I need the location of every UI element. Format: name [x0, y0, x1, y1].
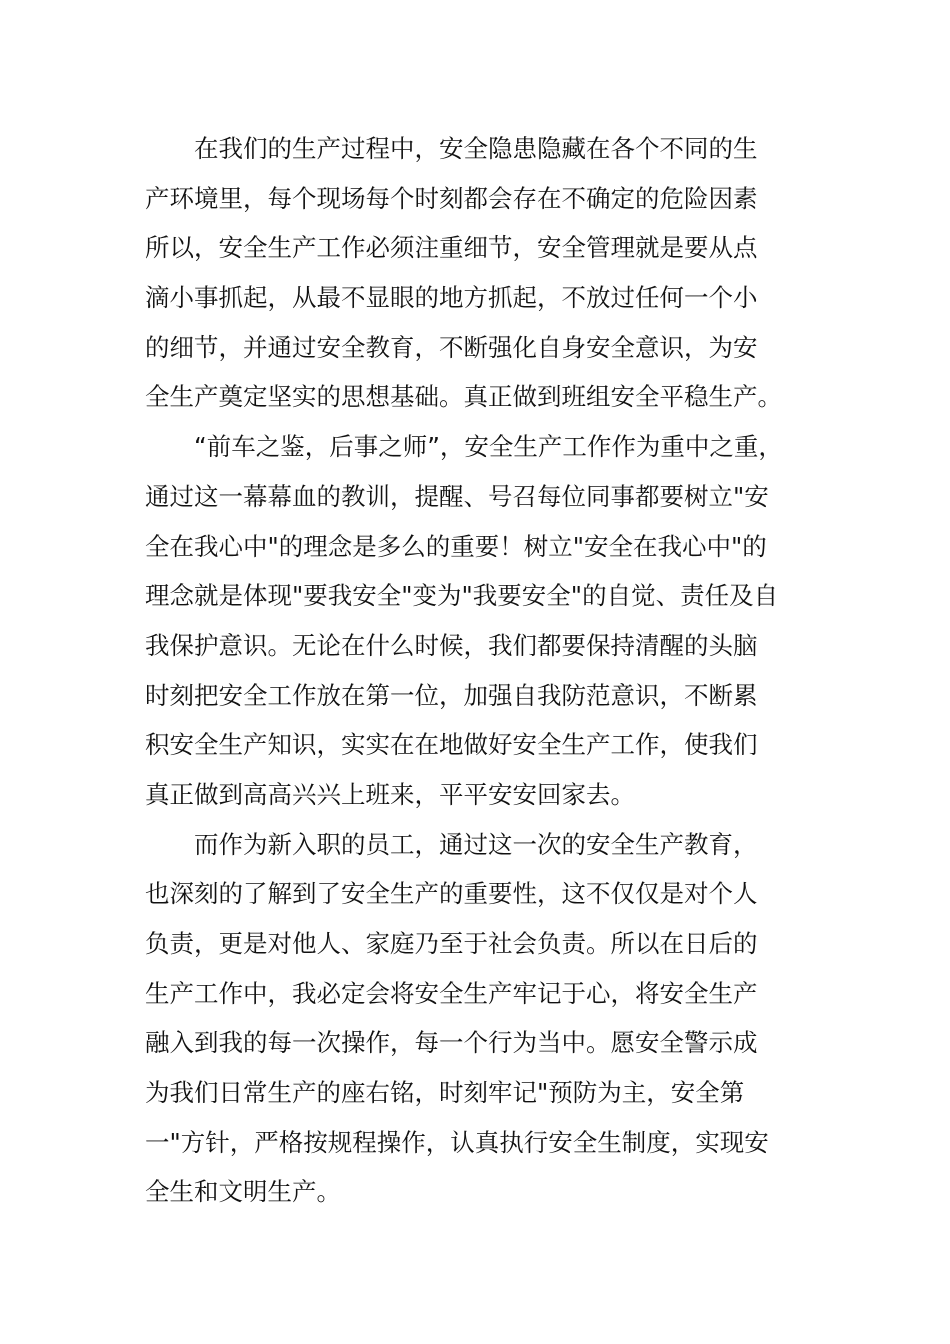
text-line: 全生和文明生产。 — [145, 1177, 341, 1207]
text-line: “前车之鉴，后事之师”，安全生产工作作为重中之重， — [145, 432, 783, 462]
text-line: 在我们的生产过程中，安全隐患隐藏在各个不同的生 — [145, 134, 758, 163]
text-line: 生产工作中，我必定会将安全生产牢记于心，将安全生产 — [145, 978, 758, 1008]
text-line: 融入到我的每一次操作，每一个行为当中。愿安全警示成 — [145, 1028, 758, 1058]
text-line: 时刻把安全工作放在第一位，加强自我防范意识，不断累 — [145, 680, 758, 710]
text-line: 一"方针，严格按规程操作，认真执行安全生制度，实现安 — [145, 1127, 769, 1157]
text-line: 而作为新入职的员工，通过这一次的安全生产教育， — [145, 829, 758, 859]
text-line: 的细节，并通过安全教育，不断强化自身安全意识，为安 — [145, 332, 758, 362]
text-line: 负责，更是对他人、家庭乃至于社会负责。所以在日后的 — [145, 929, 758, 958]
paragraph-1 — [145, 124, 845, 422]
text-line: 通过这一幕幕血的教训，提醒、号召每位同事都要树立"安 — [145, 481, 769, 511]
paragraph-3 — [145, 820, 845, 1218]
paragraph-2 — [145, 422, 845, 820]
document-body — [145, 124, 845, 1217]
text-line: 理念就是体现"要我安全"变为"我要安全"的自觉、责任及自 — [145, 581, 779, 611]
text-line: 也深刻的了解到了安全生产的重要性，这不仅仅是对个人 — [145, 879, 758, 909]
text-line: 真正做到高高兴兴上班来，平平安安回家去。 — [145, 779, 635, 809]
text-line: 我保护意识。无论在什么时候，我们都要保持清醒的头脑 — [145, 630, 758, 660]
text-line: 为我们日常生产的座右铭，时刻牢记"预防为主，安全第 — [145, 1078, 745, 1108]
text-line: 积安全生产知识，实实在在地做好安全生产工作，使我们 — [145, 730, 758, 760]
text-line: 所以，安全生产工作必须注重细节，安全管理就是要从点 — [145, 233, 758, 263]
text-line: 全在我心中"的理念是多么的重要！树立"安全在我心中"的 — [145, 531, 767, 561]
text-line: 全生产奠定坚实的思想基础。真正做到班组安全平稳生产。 — [145, 382, 782, 412]
text-line: 产环境里，每个现场每个时刻都会存在不确定的危险因素 — [145, 183, 758, 213]
text-line: 滴小事抓起，从最不显眼的地方抓起，不放过任何一个小 — [145, 283, 758, 313]
